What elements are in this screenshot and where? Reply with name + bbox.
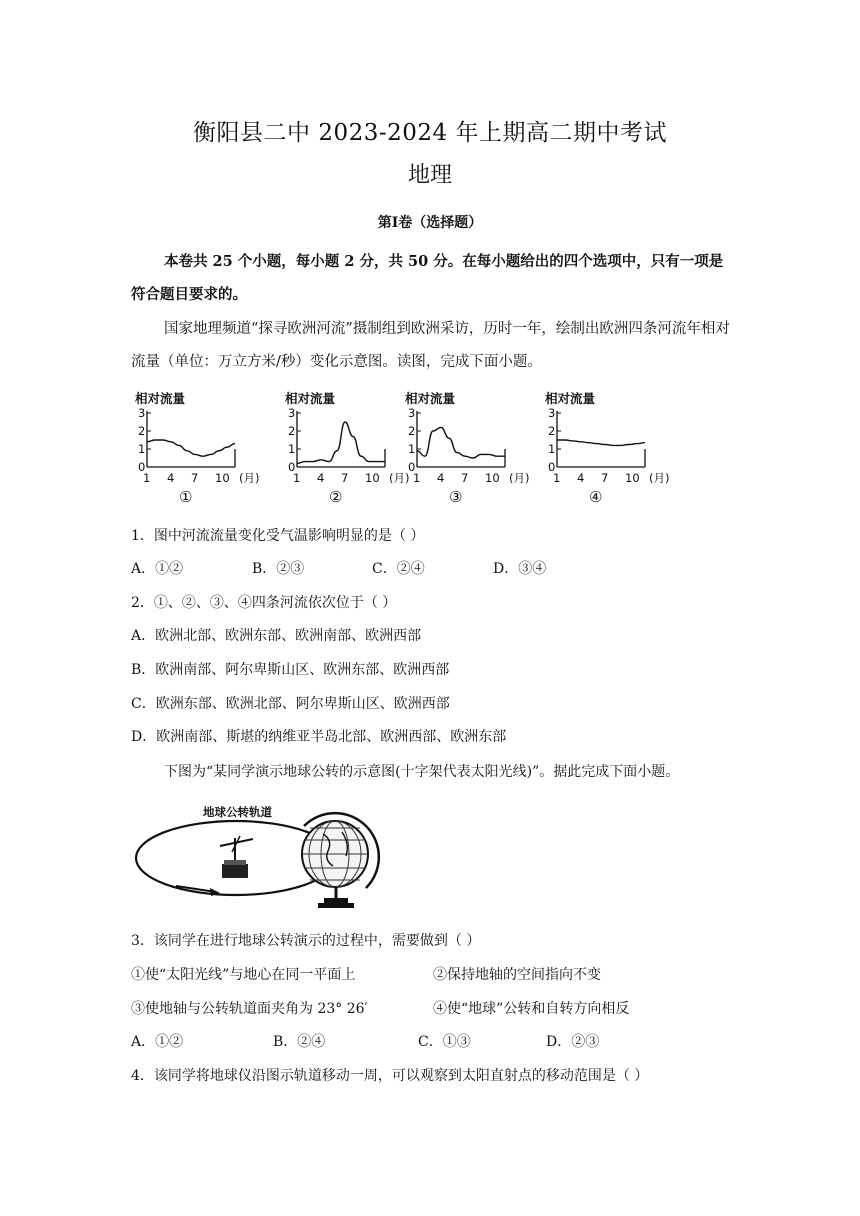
q1-stem: 1．图中河流流量变化受气温影响明显的是（ ）	[131, 528, 425, 544]
chart-2-label: ②	[329, 488, 343, 506]
chart-3-x-unit: (月)	[509, 471, 530, 485]
chart-4-ylabel: 相对流量	[545, 391, 596, 406]
chart-4-flow-line	[557, 440, 645, 445]
chart-4-label: ④	[589, 488, 603, 506]
chart-2-ytick-label: 0	[288, 460, 296, 474]
exam-title: 衡阳县二中 2023-2024 年上期高二期中考试	[193, 120, 667, 146]
chart-4-ytick-label: 1	[548, 442, 556, 456]
chart-3-xtick-label: 1	[413, 471, 421, 485]
chart-4-ytick-label: 3	[548, 406, 556, 420]
chart-1-ylabel: 相对流量	[135, 391, 186, 406]
chart-3-ylabel: 相对流量	[405, 391, 456, 406]
q2-option-b[interactable]: B．欧洲南部、阿尔卑斯山区、欧洲东部、欧洲西部	[131, 662, 450, 678]
q3-option-b[interactable]: B．②④	[273, 1034, 326, 1050]
q1-option-a[interactable]: A．①②	[131, 561, 184, 577]
chart-4-ytick-label: 0	[548, 460, 556, 474]
q3-option-c[interactable]: C．①③	[418, 1034, 471, 1050]
q1-option-d[interactable]: D．③④	[493, 561, 547, 577]
chart-2-ytick-label: 1	[288, 442, 296, 456]
passage-2: 下图为“某同学演示地球公转的示意图(十字架代表太阳光线)”。据此完成下面小题。	[164, 764, 680, 780]
chart-1-ytick-label: 0	[138, 460, 146, 474]
section-heading: 第Ⅰ卷（选择题）	[377, 215, 483, 231]
chart-3-xtick-label: 4	[437, 471, 445, 485]
chart-3-ytick-label: 1	[408, 442, 416, 456]
chart-1-label: ①	[179, 488, 193, 506]
q3-statement-2: ②保持地轴的空间指向不变	[433, 967, 601, 983]
chart-1-xtick-label: 1	[143, 471, 151, 485]
chart-1-xtick-label: 4	[167, 471, 175, 485]
chart-3-xtick-label: 7	[461, 471, 469, 485]
q3-options	[131, 1031, 731, 1053]
q3-option-d[interactable]: D．②③	[546, 1034, 600, 1050]
q3-option-a[interactable]: A．①②	[131, 1034, 184, 1050]
chart-4-xtick-label: 7	[601, 471, 609, 485]
q2-option-a[interactable]: A．欧洲北部、欧洲东部、欧洲南部、欧洲西部	[131, 628, 422, 644]
sun-ray-cross-icon	[220, 836, 253, 878]
q1-option-c[interactable]: C．②④	[372, 561, 425, 577]
chart-3-ytick-label: 2	[408, 424, 416, 438]
chart-2-x-unit: (月)	[389, 471, 410, 485]
chart-2-xtick-label: 10	[365, 471, 380, 485]
chart-1-flow-line	[147, 440, 235, 456]
chart-2-ylabel: 相对流量	[285, 391, 336, 406]
chart-3-label: ③	[449, 488, 463, 506]
q1-option-b[interactable]: B．②③	[252, 561, 305, 577]
chart-3-flow-line	[417, 427, 505, 458]
orbit-label: 地球公转轨道	[203, 805, 272, 819]
passage-1: 国家地理频道“探寻欧洲河流”摄制组到欧洲采访，历时一年，绘制出欧洲四条河流年相对流量（单位：万立方米/秒）变化示意图。读图，完成下面小题。	[131, 321, 730, 370]
chart-1-ytick-label: 3	[138, 406, 146, 420]
chart-2-ytick-label: 3	[288, 406, 296, 420]
q2-option-c[interactable]: C．欧洲东部、欧洲北部、阿尔卑斯山区、欧洲西部	[131, 696, 450, 712]
q3-statement-1: ①使“太阳光线”与地心在同一平面上	[131, 967, 356, 983]
q2-option-d[interactable]: D．欧洲南部、斯堪的纳维亚半岛北部、欧洲西部、欧洲东部	[131, 729, 507, 745]
chart-2-ytick-label: 2	[288, 424, 296, 438]
chart-4-xtick-label: 10	[625, 471, 640, 485]
orbit-diagram	[128, 796, 398, 918]
chart-1-xtick-label: 7	[191, 471, 199, 485]
chart-1-ytick-label: 1	[138, 442, 146, 456]
charts-svg	[125, 385, 685, 510]
chart-2-xtick-label: 7	[341, 471, 349, 485]
q4-stem: 4．该同学将地球仪沿图示轨道移动一周，可以观察到太阳直射点的移动范围是（ ）	[131, 1068, 649, 1084]
chart-3-xtick-label: 10	[485, 471, 500, 485]
q1-options	[131, 558, 731, 580]
chart-1-ytick-label: 2	[138, 424, 146, 438]
subject-title: 地理	[407, 163, 452, 188]
q2-stem: 2．①、②、③、④四条河流依次位于（ ）	[131, 595, 397, 611]
chart-1-x-unit: (月)	[239, 471, 260, 485]
chart-4-xtick-label: 4	[577, 471, 585, 485]
chart-2-flow-line	[297, 422, 385, 463]
chart-2-xtick-label: 4	[317, 471, 325, 485]
orbit-diagram-svg	[128, 796, 398, 914]
chart-3-ytick-label: 0	[408, 460, 416, 474]
chart-4-xtick-label: 1	[553, 471, 561, 485]
instructions: 本卷共 25 个小题，每小题 2 分，共 50 分。在每小题给出的四个选项中，只有一项是符合题目要求的。	[131, 253, 724, 303]
chart-4-ytick-label: 2	[548, 424, 556, 438]
chart-3-ytick-label: 3	[408, 406, 416, 420]
chart-4-x-unit: (月)	[649, 471, 670, 485]
globe-icon	[302, 813, 379, 908]
chart-2-xtick-label: 1	[293, 471, 301, 485]
chart-1-xtick-label: 10	[215, 471, 230, 485]
q3-stem: 3．该同学在进行地球公转演示的过程中，需要做到（ ）	[131, 933, 481, 949]
river-flow-charts	[125, 385, 685, 514]
q3-statement-3: ③使地轴与公转轨道面夹角为 23° 26′	[131, 1001, 368, 1017]
q3-statement-4: ④使“地球”公转和自转方向相反	[433, 1001, 630, 1017]
